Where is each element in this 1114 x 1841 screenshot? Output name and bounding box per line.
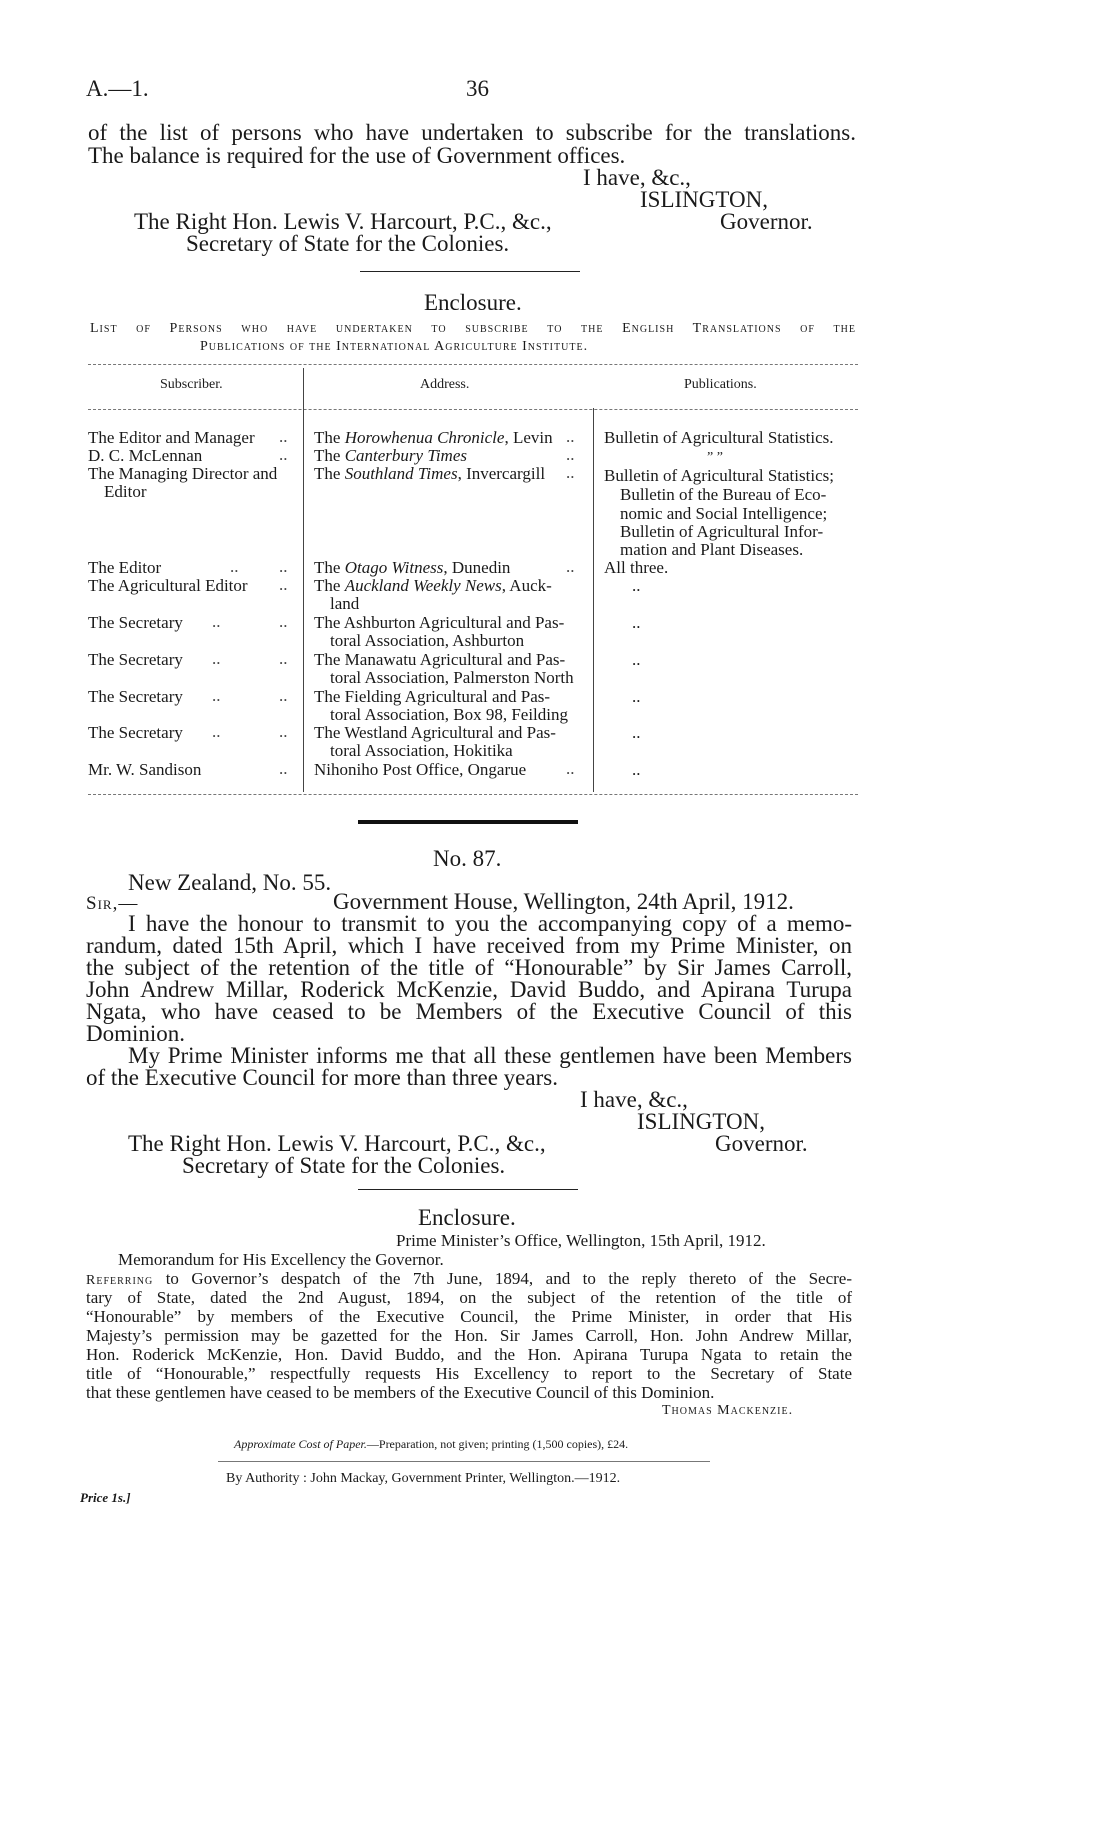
table-cell-publications: .. [632,723,641,742]
letter2-addressee: The Right Hon. Lewis V. Harcourt, P.C., &c., [128,1131,546,1156]
letter2-addressee-office: Secretary of State for the Colonies. [182,1153,506,1178]
table-cell-publications: .. [632,576,641,595]
memo-body-line: Majesty’s permission may be gazetted for the Hon. Sir James Carroll, Hon. John Andrew Millar, [86,1326,852,1345]
table-cell-address: toral Association, Box 98, Feilding [330,705,568,724]
column-header-publications: Publications. [684,377,757,392]
table-cell-subscriber: The Agricultural Editor [88,576,248,595]
leader-dots: .. [212,722,221,741]
table-cell-address: Nihoniho Post Office, Ongarue [314,760,527,779]
table-cell-address: The Fielding Agricultural and Pas- [314,687,551,706]
leader-dots: .. [279,722,288,741]
memo-body-line: Hon. Roderick McKenzie, Hon. David Buddo, and the Hon. Apirana Turupa Ngata to retain the [86,1345,852,1364]
table-cell-publications: .. [632,650,641,669]
dateline: Government House, Wellington, 24th April, 1912. [333,889,794,914]
cost-of-paper: Approximate Cost of Paper.—Preparation, not given; printing (1,500 copies), £24. [234,1437,629,1451]
memo-body-line: Referring to Governor’s despatch of the 7th June, 1894, and to the reply thereto of the Secre- [86,1269,852,1288]
memo-signature: Thomas Mackenzie. [662,1403,794,1418]
price: Price 1s.] [80,1490,131,1505]
table-cell-subscriber: Editor [104,482,147,501]
page-number: 36 [466,76,489,101]
leader-dots: .. [212,612,221,631]
table-cell-address: toral Association, Palmerston North [330,668,574,687]
letter2-closing: I have, &c., [580,1087,688,1112]
letter2-body-line: randum, dated 15th April, which I have received from my Prime Minister, on [86,933,852,958]
table-cell-subscriber: Mr. W. Sandison [88,760,202,779]
leader-dots: .. [566,557,575,576]
memo-body-line: tary of State, dated the 2nd August, 1894, on the subject of the retention of the title of [86,1288,852,1307]
leader-dots: .. [566,427,575,446]
column-header-address: Address. [420,377,470,392]
table-cell-subscriber: The Editor and Manager [88,428,255,447]
table-cell-subscriber: The Secretary [88,613,183,632]
despatch-number: No. 87. [433,846,502,871]
letter1-signer-title: Governor. [720,209,813,234]
salutation: Sir,— [86,893,139,914]
table-cell-publications: nomic and Social Intelligence; [620,504,828,523]
letter2-signer-title: Governor. [715,1131,808,1156]
letter2-signer: ISLINGTON, [637,1109,765,1134]
enclosure-title-line: Publications of the International Agriculture Institute. [200,339,589,354]
leader-dots: .. [279,557,288,576]
letter1-addressee-office: Secretary of State for the Colonies. [186,231,510,256]
table-cell-address: The Ashburton Agricultural and Pas- [314,613,565,632]
table-cell-publications: .. [632,613,641,632]
memo-body-line: “Honourable” by members of the Executive Council, the Prime Minister, in order that His [86,1307,852,1326]
letter1-line: of the list of persons who have undertaken to subscribe for the translations. [88,120,856,145]
leader-dots: .. [566,445,575,464]
letter2-body-line: My Prime Minister informs me that all these gentlemen have been Members [128,1043,852,1068]
cost-label: Approximate Cost of Paper. [234,1437,367,1451]
letter2-body-line: of the Executive Council for more than three years. [86,1065,558,1090]
table-cell-address: toral Association, Hokitika [330,741,513,760]
letter2-body-line: Ngata, who have ceased to be Members of the Executive Council of this [86,999,852,1024]
leader-dots: .. [279,649,288,668]
table-cell-subscriber: The Editor [88,558,162,577]
footer-rule [218,1461,710,1462]
leader-dots: .. [212,649,221,668]
table-cell-address: toral Association, Ashburton [330,631,525,650]
letter1-line: The balance is required for the use of Government offices. [88,143,626,168]
letter2-body-line: I have the honour to transmit to you the accompanying copy of a memo- [128,911,852,936]
table-cell-publications: .. [632,687,641,706]
table-cell-address: The Auckland Weekly News, Auck- [314,576,552,595]
separator-rule [360,271,580,272]
table-cell-address: The Manawatu Agricultural and Pas- [314,650,566,669]
table-cell-publications: Bulletin of Agricultural Statistics. [604,428,834,447]
memo-dateline: Prime Minister’s Office, Wellington, 15th April, 1912. [396,1231,766,1250]
enclosure-heading: Enclosure. [418,1205,516,1230]
table-cell-address: The Canterbury Times [314,446,467,465]
table-cell-address: land [330,594,360,613]
table-column-divider [303,368,304,792]
letter1-signer: ISLINGTON, [640,187,768,212]
table-cell-publications: ” ” [707,450,723,465]
memo-addressee: Memorandum for His Excellency the Governor. [118,1250,444,1269]
document-reference: A.—1. [86,76,149,101]
leader-dots: .. [279,759,288,778]
printer-authority: By Authority : John Mackay, Government Printer, Wellington.—1912. [226,1471,621,1486]
column-header-subscriber: Subscriber. [160,377,223,392]
table-cell-address: The Horowhenua Chronicle, Levin [314,428,553,447]
table-cell-publications: All three. [604,558,669,577]
leader-dots: .. [279,612,288,631]
table-cell-publications: Bulletin of Agricultural Infor- [620,522,824,541]
enclosure-heading: Enclosure. [424,290,522,315]
enclosure-title-line: List of Persons who have undertaken to subscribe to the English Translations of the [90,321,856,336]
table-cell-subscriber: The Secretary [88,650,183,669]
table-cell-subscriber: D. C. McLennan [88,446,203,465]
table-bottom-rule [88,794,858,795]
table-cell-subscriber: The Secretary [88,723,183,742]
leader-dots: .. [566,463,575,482]
table-cell-subscriber: The Managing Director and [88,464,278,483]
despatch-reference: New Zealand, No. 55. [128,870,332,895]
memo-first-word: Referring [86,1273,154,1288]
leader-dots: .. [279,686,288,705]
table-cell-address: The Westland Agricultural and Pas- [314,723,556,742]
table-cell-publications: Bulletin of the Bureau of Eco- [620,485,827,504]
letter1-closing: I have, &c., [583,165,691,190]
memo-body-line: that these gentlemen have ceased to be members of the Executive Council of this Dominion. [86,1383,715,1402]
table-top-rule [88,364,858,365]
letter2-body-line: Dominion. [86,1021,186,1046]
leader-dots: .. [279,427,288,446]
section-separator [358,820,578,824]
table-header-rule [88,409,858,410]
letter2-body-line: the subject of the retention of the title of “Honourable” by Sir James Carroll, [86,955,852,980]
table-cell-address: The Otago Witness, Dunedin [314,558,511,577]
leader-dots: .. [230,557,239,576]
letter1-addressee: The Right Hon. Lewis V. Harcourt, P.C., &c., [134,209,552,234]
leader-dots: .. [566,759,575,778]
leader-dots: .. [279,575,288,594]
table-cell-publications: .. [632,760,641,779]
leader-dots: .. [279,445,288,464]
table-column-divider [593,408,594,792]
table-cell-publications: mation and Plant Diseases. [620,540,804,559]
separator-rule [358,1189,578,1190]
table-cell-subscriber: The Secretary [88,687,183,706]
letter2-body-line: John Andrew Millar, Roderick McKenzie, David Buddo, and Apirana Turupa [86,977,852,1002]
leader-dots: .. [212,686,221,705]
memo-body-line: title of “Honourable,” respectfully requests His Excellency to report to the Secretary of State [86,1364,852,1383]
table-cell-publications: Bulletin of Agricultural Statistics; [604,466,834,485]
table-cell-address: The Southland Times, Invercargill [314,464,546,483]
